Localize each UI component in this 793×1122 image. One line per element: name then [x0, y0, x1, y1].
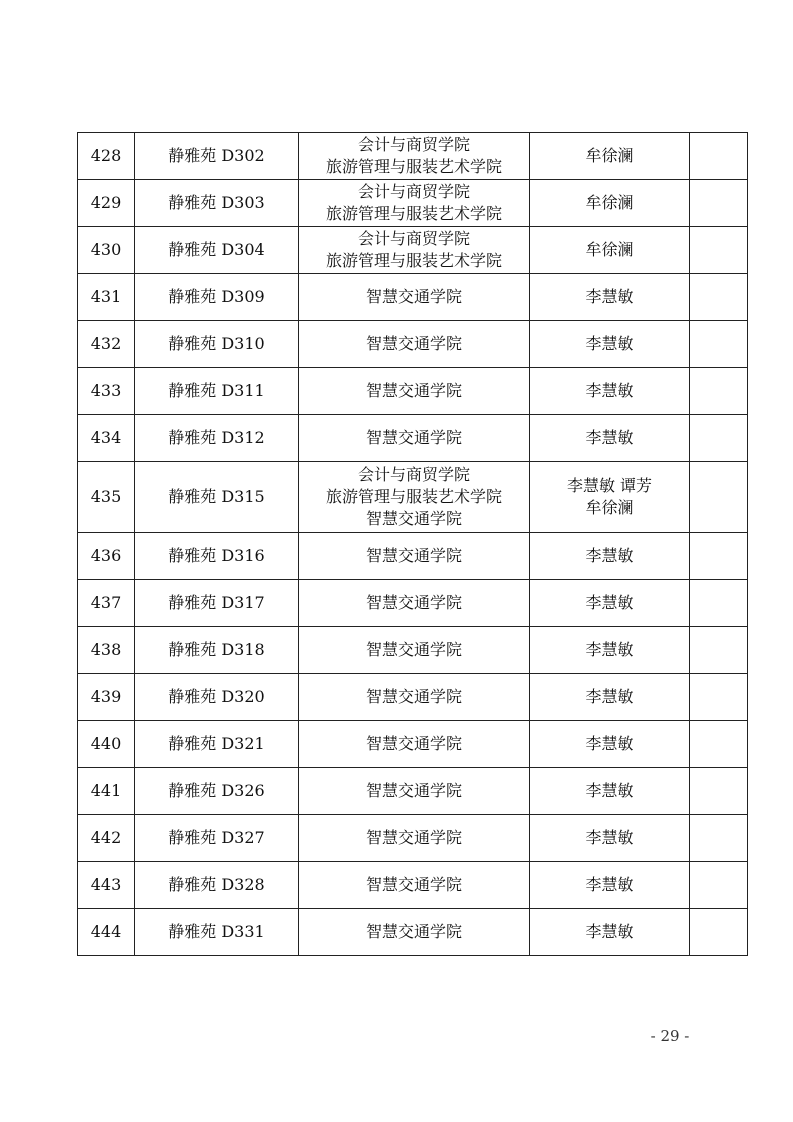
row-number-cell: 434	[78, 415, 135, 462]
row-number-cell: 428	[78, 133, 135, 180]
table-row	[78, 415, 748, 462]
table-row	[78, 862, 748, 909]
table-row	[78, 227, 748, 274]
college-cell: 智慧交通学院	[299, 674, 530, 721]
person-cell: 李慧敏 谭芳 牟徐澜	[530, 462, 690, 533]
row-number-cell: 435	[78, 462, 135, 533]
table-row	[78, 133, 748, 180]
person-cell: 李慧敏	[530, 909, 690, 956]
row-number-cell: 430	[78, 227, 135, 274]
college-cell: 智慧交通学院	[299, 721, 530, 768]
row-number-cell: 440	[78, 721, 135, 768]
table-row	[78, 580, 748, 627]
room-cell: 静雅苑 D315	[135, 462, 299, 533]
table-row	[78, 533, 748, 580]
page-number: - 29 -	[650, 1027, 690, 1045]
person-cell: 牟徐澜	[530, 227, 690, 274]
note-cell	[690, 768, 748, 815]
college-cell: 智慧交通学院	[299, 815, 530, 862]
person-cell: 李慧敏	[530, 862, 690, 909]
college-cell: 智慧交通学院	[299, 533, 530, 580]
table-row	[78, 909, 748, 956]
college-cell: 智慧交通学院	[299, 415, 530, 462]
college-cell: 会计与商贸学院 旅游管理与服装艺术学院 智慧交通学院	[299, 462, 530, 533]
college-cell: 智慧交通学院	[299, 627, 530, 674]
college-cell: 会计与商贸学院 旅游管理与服装艺术学院	[299, 180, 530, 227]
table-row	[78, 274, 748, 321]
table-row	[78, 721, 748, 768]
person-cell: 李慧敏	[530, 533, 690, 580]
person-cell: 牟徐澜	[530, 133, 690, 180]
college-cell: 智慧交通学院	[299, 321, 530, 368]
college-cell: 智慧交通学院	[299, 274, 530, 321]
room-cell: 静雅苑 D326	[135, 768, 299, 815]
row-number-cell: 442	[78, 815, 135, 862]
table-row	[78, 321, 748, 368]
person-cell: 李慧敏	[530, 368, 690, 415]
note-cell	[690, 462, 748, 533]
person-cell: 李慧敏	[530, 321, 690, 368]
row-number-cell: 444	[78, 909, 135, 956]
note-cell	[690, 180, 748, 227]
row-number-cell: 432	[78, 321, 135, 368]
dormitory-table	[77, 132, 748, 956]
row-number-cell: 437	[78, 580, 135, 627]
table-row	[78, 368, 748, 415]
room-cell: 静雅苑 D303	[135, 180, 299, 227]
table-row	[78, 627, 748, 674]
room-cell: 静雅苑 D310	[135, 321, 299, 368]
person-cell: 李慧敏	[530, 815, 690, 862]
note-cell	[690, 321, 748, 368]
room-cell: 静雅苑 D328	[135, 862, 299, 909]
room-cell: 静雅苑 D304	[135, 227, 299, 274]
college-cell: 会计与商贸学院 旅游管理与服装艺术学院	[299, 133, 530, 180]
row-number-cell: 439	[78, 674, 135, 721]
table-row	[78, 462, 748, 533]
row-number-cell: 429	[78, 180, 135, 227]
room-cell: 静雅苑 D316	[135, 533, 299, 580]
note-cell	[690, 274, 748, 321]
table-row	[78, 674, 748, 721]
room-cell: 静雅苑 D311	[135, 368, 299, 415]
note-cell	[690, 415, 748, 462]
college-cell: 智慧交通学院	[299, 768, 530, 815]
row-number-cell: 441	[78, 768, 135, 815]
person-cell: 牟徐澜	[530, 180, 690, 227]
table-row	[78, 768, 748, 815]
person-cell: 李慧敏	[530, 674, 690, 721]
room-cell: 静雅苑 D327	[135, 815, 299, 862]
room-cell: 静雅苑 D317	[135, 580, 299, 627]
person-cell: 李慧敏	[530, 627, 690, 674]
room-cell: 静雅苑 D312	[135, 415, 299, 462]
person-cell: 李慧敏	[530, 768, 690, 815]
row-number-cell: 433	[78, 368, 135, 415]
row-number-cell: 431	[78, 274, 135, 321]
note-cell	[690, 815, 748, 862]
person-cell: 李慧敏	[530, 580, 690, 627]
note-cell	[690, 133, 748, 180]
note-cell	[690, 721, 748, 768]
row-number-cell: 443	[78, 862, 135, 909]
person-cell: 李慧敏	[530, 274, 690, 321]
table-row	[78, 180, 748, 227]
note-cell	[690, 627, 748, 674]
row-number-cell: 438	[78, 627, 135, 674]
room-cell: 静雅苑 D309	[135, 274, 299, 321]
college-cell: 智慧交通学院	[299, 909, 530, 956]
room-cell: 静雅苑 D331	[135, 909, 299, 956]
room-cell: 静雅苑 D321	[135, 721, 299, 768]
row-number-cell: 436	[78, 533, 135, 580]
college-cell: 智慧交通学院	[299, 580, 530, 627]
person-cell: 李慧敏	[530, 721, 690, 768]
person-cell: 李慧敏	[530, 415, 690, 462]
college-cell: 会计与商贸学院 旅游管理与服装艺术学院	[299, 227, 530, 274]
note-cell	[690, 368, 748, 415]
note-cell	[690, 674, 748, 721]
note-cell	[690, 580, 748, 627]
room-cell: 静雅苑 D318	[135, 627, 299, 674]
table-row	[78, 815, 748, 862]
note-cell	[690, 862, 748, 909]
room-cell: 静雅苑 D320	[135, 674, 299, 721]
room-cell: 静雅苑 D302	[135, 133, 299, 180]
note-cell	[690, 227, 748, 274]
college-cell: 智慧交通学院	[299, 368, 530, 415]
college-cell: 智慧交通学院	[299, 862, 530, 909]
note-cell	[690, 533, 748, 580]
note-cell	[690, 909, 748, 956]
